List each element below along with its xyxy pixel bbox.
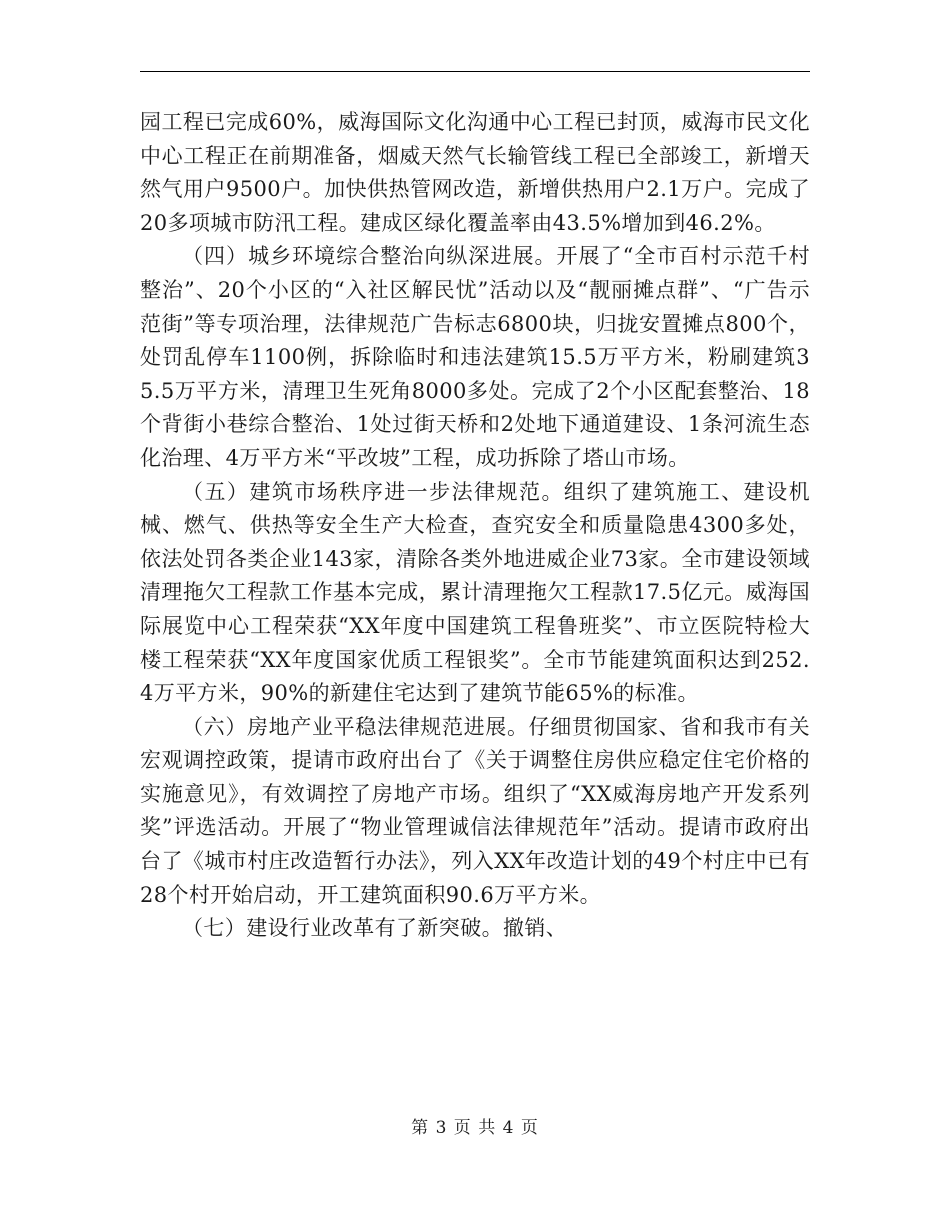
page-footer: 第 3 页 共 4 页 bbox=[411, 1118, 539, 1138]
header-rule bbox=[140, 71, 810, 72]
paragraph-construction-market: （五）建筑市场秩序进一步法律规范。组织了建筑施工、建设机械、燃气、供热等安全生产大检查，查究安全和质量隐患4300多处，依法处罚各类企业143家，清除各类外地进威企业73家。全市建设领域清理拖欠工程款工作基本完成，累计清理拖欠工程款17.5亿元。威海国际展览中心工程荣获“XX年度中国建筑工程鲁班奖”、市立医院特检大楼工程荣获“XX年度国家优质工程银奖”。全市节能建筑面积达到252.4万平方米，90%的新建住宅达到了建筑节能65%的标准。 bbox=[140, 479, 810, 706]
paragraph-industry-reform: （七）建设行业改革有了新突破。撤销、 bbox=[182, 916, 568, 941]
paragraph-real-estate: （六）房地产业平稳法律规范进展。仔细贯彻国家、省和我市有关宏观调控政策，提请市政府出台了《关于调整住房供应稳定住宅价格的实施意见》，有效调控了房地产市场。组织了“XX威海房地产开发系列奖”评选活动。开展了“物业管理诚信法律规范年”活动。提请市政府出台了《城市村庄改造暂行办法》，列入XX年改造计划的49个村庄中已有28个村开始启动，开工建筑面积90.6万平方米。 bbox=[140, 714, 810, 907]
paragraph-continued: 园工程已完成60%，威海国际文化沟通中心工程已封顶，威海市民文化中心工程正在前期准备，烟威天然气长输管线工程已全部竣工，新增天然气用户9500户。加快供热管网改造，新增供热用户2.1万户。完成了20多项城市防汛工程。建成区绿化覆盖率由43.5%增加到46.2%。 bbox=[140, 110, 810, 235]
paragraph-urban-environment: （四）城乡环境综合整治向纵深进展。开展了“全市百村示范千村整治”、20个小区的“入社区解民忧”活动以及“靓丽摊点群”、“广告示范街”等专项治理，法律规范广告标志6800块，归拢安置摊点800个，处罚乱停车1100例，拆除临时和违法建筑15.5万平方米，粉刷建筑35.5万平方米，清理卫生死角8000多处。完成了2个小区配套整治、18个背街小巷综合整治、1处过街天桥和2处地下通道建设、1条河流生态化治理、4万平方米“平改坡”工程，成功拆除了塔山市场。 bbox=[140, 244, 810, 470]
document-body bbox=[140, 106, 810, 946]
